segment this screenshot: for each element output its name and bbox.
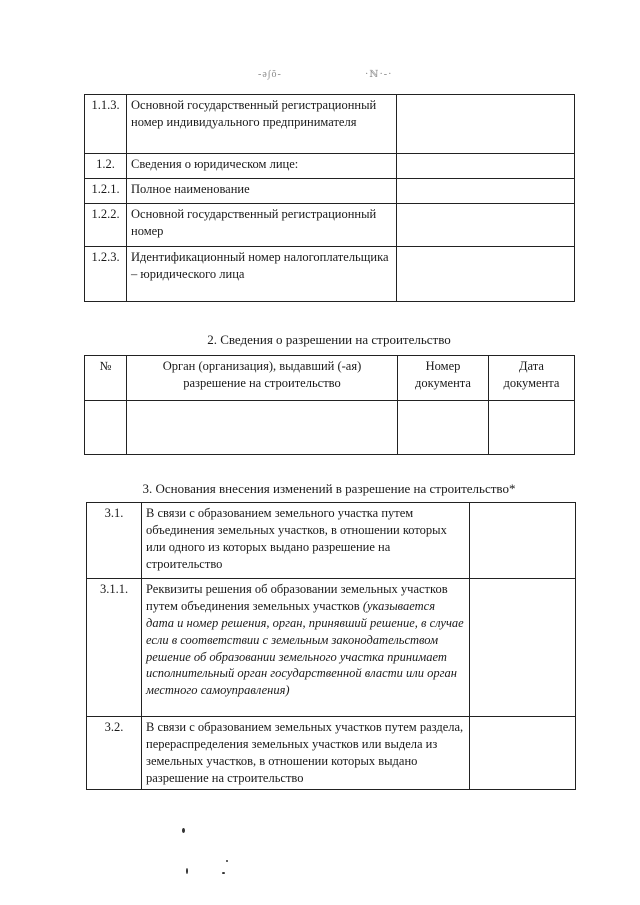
- table-row: [87, 717, 576, 790]
- row-value-cell[interactable]: [397, 247, 575, 302]
- scan-speck: [182, 828, 185, 833]
- row-text: В связи с образованием земельных участков путем раздела, перераспределения земельных участков или выдела из земельных участков, в отношении которых выдано разрешение на строительство: [146, 720, 464, 785]
- table-row: [85, 154, 575, 179]
- row-label: Основной государственный регистрационный номер: [127, 204, 397, 247]
- cell-doc-number[interactable]: [398, 401, 489, 455]
- row-value-cell[interactable]: [397, 95, 575, 154]
- row-number: 3.1.: [87, 503, 142, 579]
- row-label: [142, 717, 470, 790]
- table-row: [87, 503, 576, 579]
- row-note: (указывается дата и номер решения, орган, принявший решение, в случае если в соответствии с земельным законодательством решение об образовании земельного участка принимает исполнительный орган государственной власти или орган местного самоуправления): [146, 598, 464, 698]
- column-header-number: №: [85, 356, 127, 401]
- row-label: [142, 503, 470, 579]
- row-value-cell[interactable]: [397, 179, 575, 204]
- row-number: 3.2.: [87, 717, 142, 790]
- row-number: 3.1.1.: [87, 579, 142, 717]
- section-2-title: 2. Сведения о разрешении на строительство: [207, 332, 451, 347]
- scan-speck: [222, 872, 225, 874]
- table-row: [87, 579, 576, 717]
- section-3-title: 3. Основания внесения изменений в разрешение на строительство*: [142, 481, 516, 496]
- table-row: [85, 179, 575, 204]
- cell-number[interactable]: [85, 401, 127, 455]
- column-header-doc-number: Номер документа: [398, 356, 489, 401]
- row-number: 1.2.: [85, 154, 127, 179]
- cell-doc-date[interactable]: [489, 401, 575, 455]
- row-label: Сведения о юридическом лице:: [127, 154, 397, 179]
- row-label: Идентификационный номер налогоплательщика – юридического лица: [127, 247, 397, 302]
- row-text: Реквизиты решения об образовании земельных участков путем объединения земельных участков: [146, 582, 448, 613]
- row-text: В связи с образованием земельного участка путем объединения земельных участков, в отношении которых или одного из которых выдано разрешение на строительство: [146, 506, 447, 571]
- row-number: 1.2.1.: [85, 179, 127, 204]
- applicant-table: [84, 94, 575, 302]
- column-header-doc-date: Дата документа: [489, 356, 575, 401]
- row-label: Основной государственный регистрационный номер индивидуального предпринимателя: [127, 95, 397, 154]
- table-header-row: [85, 356, 575, 401]
- row-value-cell[interactable]: [470, 503, 576, 579]
- scan-mark-left: -ǝ∫ŏ-: [258, 69, 282, 80]
- table-row: [85, 247, 575, 302]
- grounds-table: [86, 502, 576, 790]
- table-row: [85, 401, 575, 455]
- column-header-issuer: Орган (организация), выдавший (-ая) разрешение на строительство: [127, 356, 398, 401]
- row-label: [142, 579, 470, 717]
- table-row: [85, 204, 575, 247]
- row-number: 1.2.2.: [85, 204, 127, 247]
- table-row: [85, 95, 575, 154]
- row-number: 1.1.3.: [85, 95, 127, 154]
- scan-speck: [186, 868, 188, 874]
- scan-speck: [226, 860, 228, 862]
- row-number: 1.2.3.: [85, 247, 127, 302]
- row-value-cell[interactable]: [397, 154, 575, 179]
- row-value-cell[interactable]: [470, 579, 576, 717]
- permit-table: [84, 355, 575, 455]
- scan-mark-right: ·ℕ·-·: [365, 69, 393, 80]
- row-value-cell[interactable]: [470, 717, 576, 790]
- cell-issuer[interactable]: [127, 401, 398, 455]
- row-value-cell[interactable]: [397, 204, 575, 247]
- row-label: Полное наименование: [127, 179, 397, 204]
